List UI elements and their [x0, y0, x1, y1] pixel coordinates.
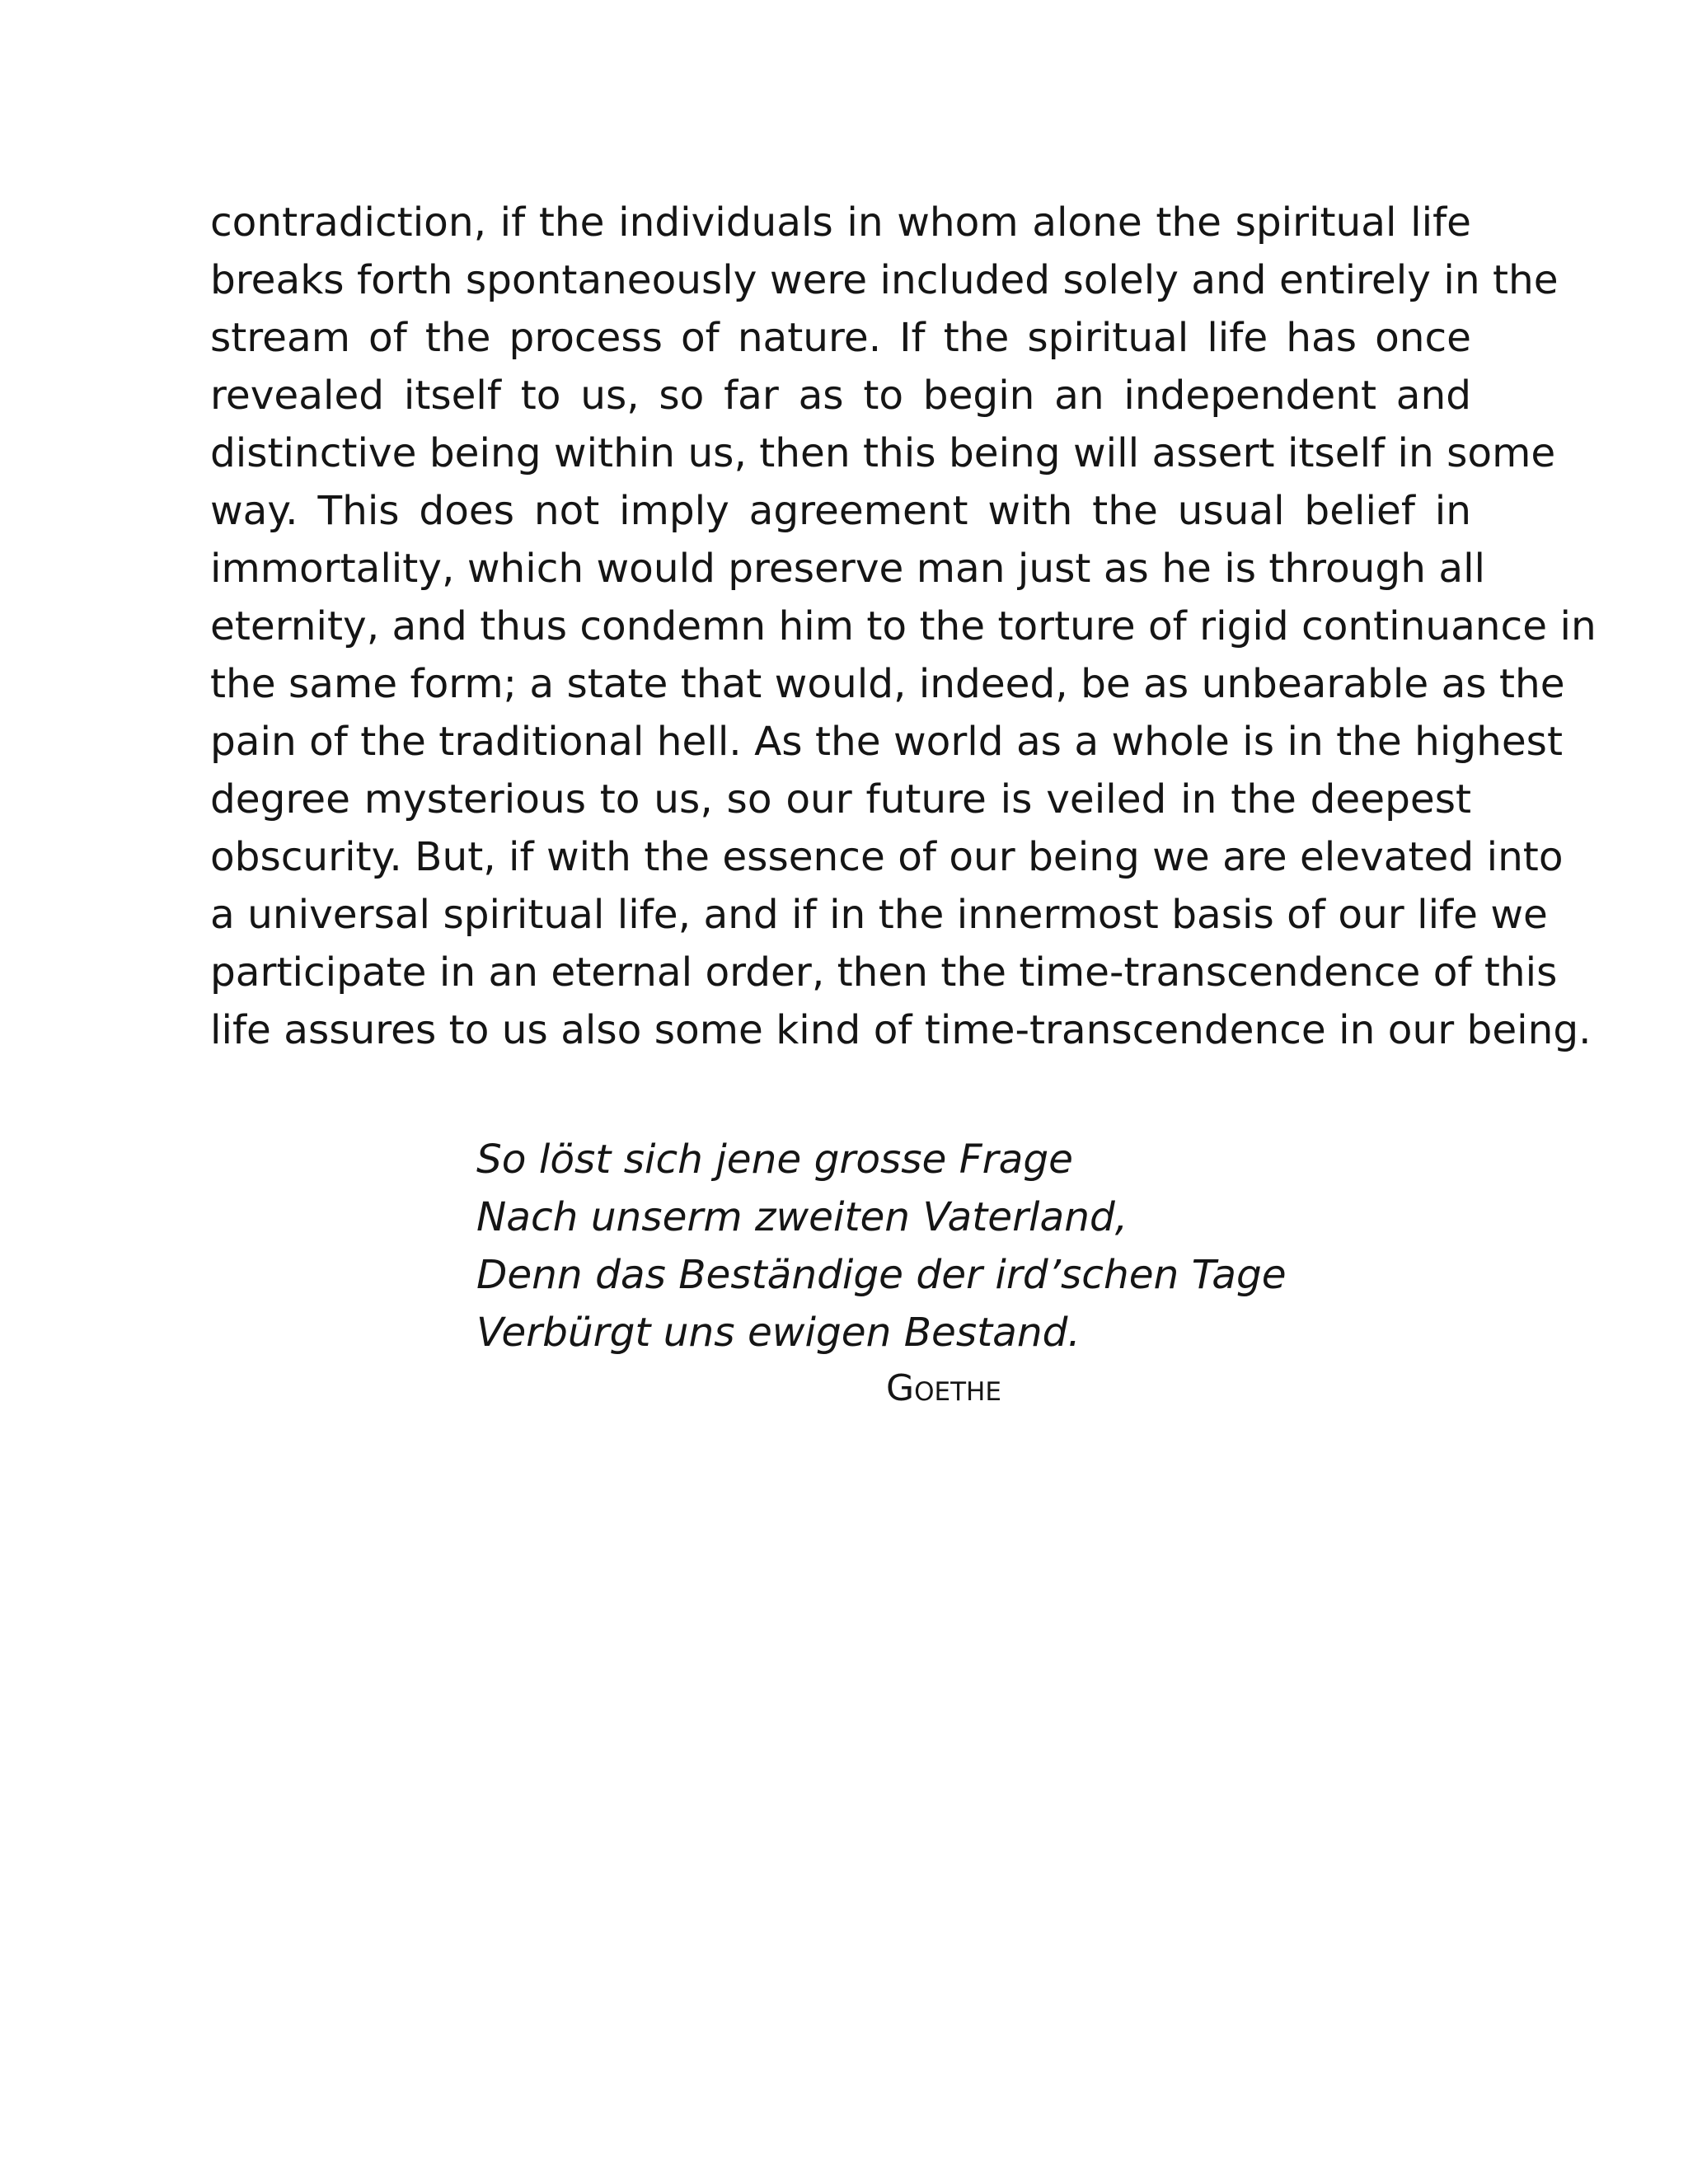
paragraph-line: contradiction, if the individuals in whom alone the spiritual life [210, 199, 1471, 246]
paragraph-line: life assures to us also some kind of time-transcendence in our being. [210, 1007, 1592, 1053]
paragraph-line: participate in an eternal order, then the time-transcendence of this [210, 949, 1558, 996]
paragraph-line: way. This does not imply agreement with the usual belief in [210, 488, 1471, 534]
poem-line: Nach unserm zweiten Vaterland, [476, 1194, 1128, 1240]
paragraph-line: the same form; a state that would, indeed, be as unbearable as the [210, 661, 1565, 707]
paragraph-line: obscurity. But, if with the essence of our being we are elevated into [210, 834, 1564, 880]
poem-quotation [476, 1131, 1287, 1361]
paragraph-line: eternity, and thus condemn him to the torture of rigid continuance in [210, 603, 1597, 649]
poem-line: Verbürgt uns ewigen Bestand. [476, 1310, 1081, 1356]
poem-attribution: Goethe [886, 1367, 1001, 1409]
poem-line: So löst sich jene grosse Frage [476, 1137, 1073, 1183]
paragraph-line: pain of the traditional hell. As the world as a whole is in the highest [210, 719, 1563, 765]
paragraph-line: distinctive being within us, then this being will assert itself in some [210, 430, 1556, 476]
paragraph-line: a universal spiritual life, and if in the innermost basis of our life we [210, 892, 1548, 938]
paragraph-line: stream of the process of nature. If the spiritual life has once [210, 315, 1471, 361]
poem-line: Denn das Beständige der ird’schen Tage [476, 1252, 1287, 1298]
paragraph-line: immortality, which would preserve man just as he is through all [210, 546, 1486, 592]
body-paragraph [210, 194, 1597, 1059]
paragraph-line: revealed itself to us, so far as to begin an independent and [210, 373, 1471, 419]
paragraph-line: degree mysterious to us, so our future is veiled in the deepest [210, 776, 1471, 823]
paragraph-line: breaks forth spontaneously were included solely and entirely in the [210, 257, 1559, 303]
